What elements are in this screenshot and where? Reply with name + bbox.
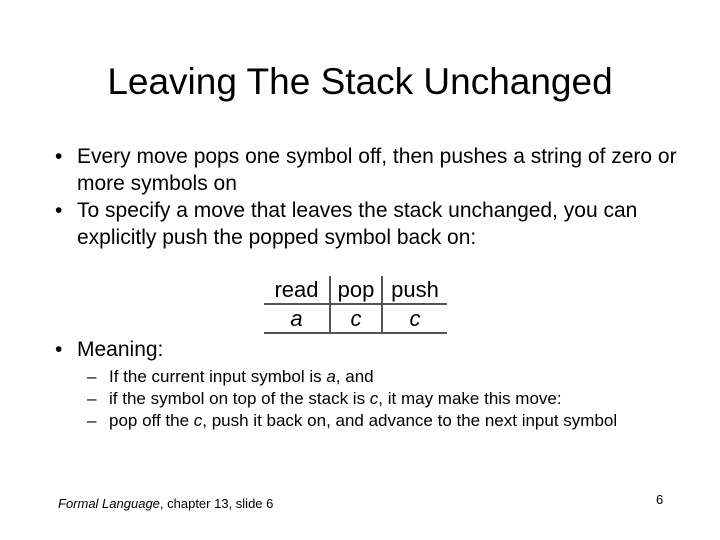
- cell-read: a: [264, 304, 330, 333]
- bullet-item: • Every move pops one symbol off, then pushes a string of zero or more symbols on: [55, 143, 685, 197]
- page-number: 6: [656, 492, 664, 507]
- sub-text: , push it back on, and advance to the next input symbol: [202, 411, 618, 430]
- symbol-c: c: [369, 389, 379, 408]
- sub-text: , and: [335, 367, 374, 386]
- cell-push: c: [382, 304, 447, 333]
- sub-text: if the symbol on top of the stack is: [109, 389, 370, 408]
- header-push: push: [382, 276, 447, 304]
- slide-title: Leaving The Stack Unchanged: [107, 61, 613, 102]
- table-row: [264, 304, 447, 333]
- book-title: Formal Language: [58, 496, 160, 511]
- header-pop: pop: [330, 276, 382, 304]
- sub-text: If the current input symbol is: [109, 367, 327, 386]
- bullet-item: • To specify a move that leaves the stack unchanged, you can explicitly push the popped symbol back on:: [55, 197, 685, 251]
- meaning-list: [55, 336, 163, 363]
- meaning-label: • Meaning:: [55, 336, 163, 363]
- sub-item: [87, 410, 667, 432]
- table-header-row: [264, 276, 447, 304]
- move-table: [264, 276, 447, 334]
- sub-bullet-list: [87, 366, 667, 432]
- sub-text: pop off the: [109, 411, 194, 430]
- cell-pop: c: [330, 304, 382, 333]
- move-table-wrapper: [264, 276, 447, 334]
- sub-item: [87, 388, 667, 410]
- footer-text: , chapter 13, slide 6: [159, 496, 274, 511]
- sub-item: [87, 366, 667, 388]
- symbol-c: c: [193, 411, 203, 430]
- sub-text: , it may make this move:: [378, 389, 562, 408]
- header-read: read: [264, 276, 330, 304]
- footer-citation: [58, 496, 273, 512]
- bullet-list: [55, 143, 685, 251]
- symbol-a: a: [326, 367, 336, 386]
